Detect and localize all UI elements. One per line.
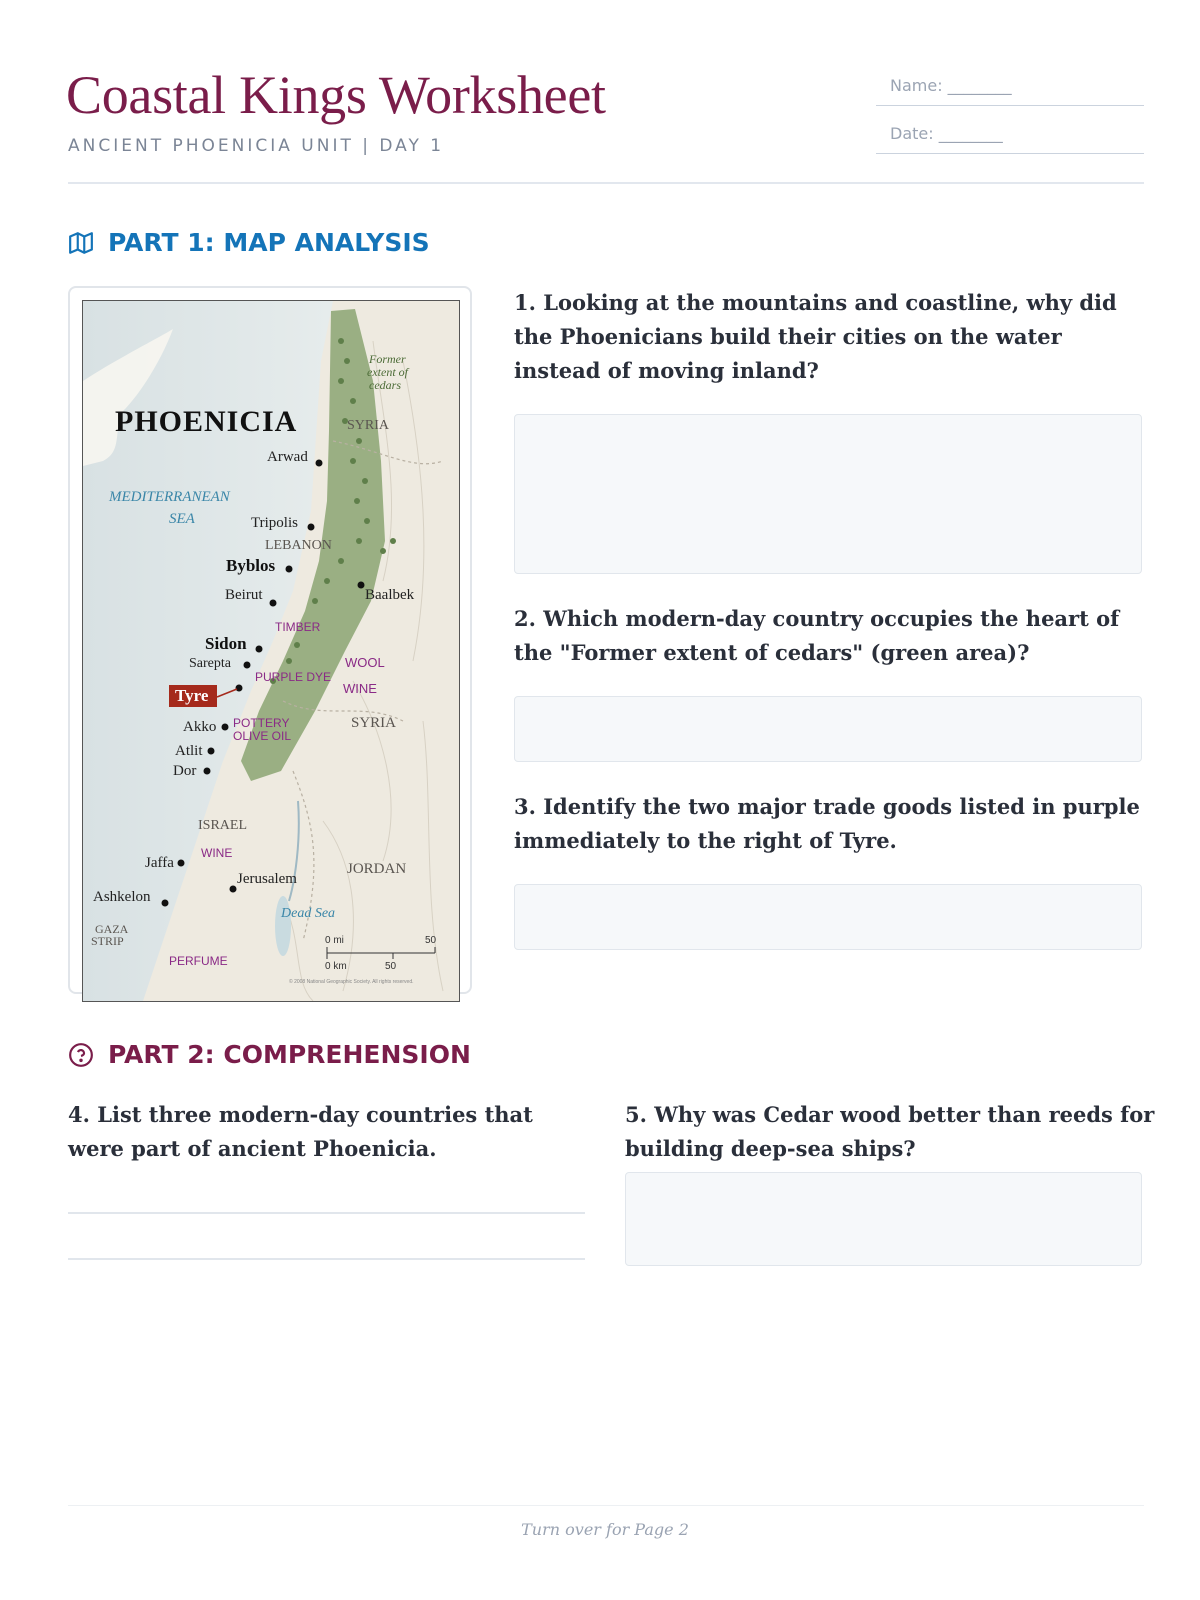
city-sidon: Sidon	[205, 634, 247, 653]
cedar-legend-3: cedars	[369, 378, 401, 392]
question-2: 2. Which modern-day country occupies the heart of the "Former extent of cedars" (green area)?	[514, 606, 1120, 665]
city-ashkelon: Ashkelon	[93, 889, 151, 905]
dead-sea-label: Dead Sea	[281, 906, 336, 921]
good-purple-dye: PURPLE DYE	[255, 670, 332, 684]
scale-km-end: 50	[385, 961, 397, 972]
cedar-legend-2: extent of	[367, 365, 408, 379]
good-timber: TIMBER	[275, 620, 321, 634]
map-card	[68, 286, 472, 994]
answer-box-3[interactable]	[514, 884, 1142, 950]
region-syria-north: SYRIA	[347, 418, 390, 433]
good-wine-south: WINE	[201, 846, 233, 860]
good-pottery: POTTERY	[233, 716, 290, 730]
region-gaza-2: STRIP	[91, 934, 124, 948]
answer-line-4b[interactable]	[68, 1258, 585, 1260]
part1-heading-text: PART 1: MAP ANALYSIS	[108, 228, 430, 257]
header-divider	[68, 182, 1144, 184]
unit-subtitle: ANCIENT PHOENICIA UNIT | DAY 1	[68, 136, 445, 156]
city-akko: Akko	[183, 719, 217, 735]
map-copyright: © 2008 National Geographic Society. All rights reserved.	[289, 979, 414, 985]
city-jerusalem: Jerusalem	[237, 871, 297, 887]
question-1: 1. Looking at the mountains and coastline, why did the Phoenicians build their cities on the water instead of moving inland?	[514, 290, 1117, 383]
scale-km-zero: 0 km	[325, 961, 347, 972]
footer-divider	[68, 1505, 1144, 1506]
answer-line-4a[interactable]	[68, 1212, 585, 1214]
city-dor: Dor	[173, 763, 197, 779]
worksheet-title: Coastal Kings Worksheet	[66, 65, 606, 125]
region-syria-south: SYRIA	[351, 715, 397, 731]
city-sarepta: Sarepta	[189, 656, 231, 671]
city-jaffa: Jaffa	[145, 855, 174, 871]
good-perfume: PERFUME	[169, 954, 228, 968]
answer-box-5[interactable]	[625, 1172, 1142, 1266]
scale-mi-end: 50	[425, 935, 437, 946]
footer-note: Turn over for Page 2	[521, 1520, 689, 1539]
good-wool: WOOL	[345, 655, 385, 670]
part2-heading	[68, 1040, 471, 1069]
city-byblos: Byblos	[226, 556, 276, 575]
scale-mi-zero: 0 mi	[325, 935, 344, 946]
sea-label-1: MEDITERRANEAN	[109, 489, 230, 505]
good-wine-north: WINE	[343, 681, 377, 696]
map-icon	[68, 230, 94, 256]
city-tripolis: Tripolis	[251, 515, 298, 531]
question-3: 3. Identify the two major trade goods listed in purple immediately to the right of Tyre.	[514, 794, 1140, 853]
region-lebanon: LEBANON	[265, 538, 332, 553]
name-field[interactable]: Name: ________	[876, 76, 1144, 106]
city-baalbek: Baalbek	[365, 587, 415, 603]
help-circle-icon	[68, 1042, 94, 1068]
region-jordan: JORDAN	[347, 861, 407, 877]
city-tyre: Tyre	[175, 686, 209, 705]
sea-label-2: SEA	[169, 511, 195, 527]
region-israel: ISRAEL	[198, 818, 247, 833]
city-arwad: Arwad	[267, 449, 308, 465]
answer-box-1[interactable]	[514, 414, 1142, 574]
map-title: PHOENICIA	[115, 405, 298, 438]
part2-heading-text: PART 2: COMPREHENSION	[108, 1040, 471, 1069]
city-beirut: Beirut	[225, 587, 263, 603]
good-olive-oil: OLIVE OIL	[233, 729, 292, 743]
date-field[interactable]: Date: ________	[876, 124, 1144, 154]
part1-heading	[68, 228, 430, 257]
phoenicia-map	[82, 300, 460, 1002]
city-atlit: Atlit	[175, 743, 203, 759]
question-4: 4. List three modern-day countries that were part of ancient Phoenicia.	[68, 1102, 533, 1161]
answer-box-2[interactable]	[514, 696, 1142, 762]
question-5: 5. Why was Cedar wood better than reeds for building deep-sea ships?	[625, 1102, 1155, 1161]
cedar-legend-1: Former	[369, 352, 406, 366]
region-gaza-1: GAZA	[95, 922, 129, 936]
